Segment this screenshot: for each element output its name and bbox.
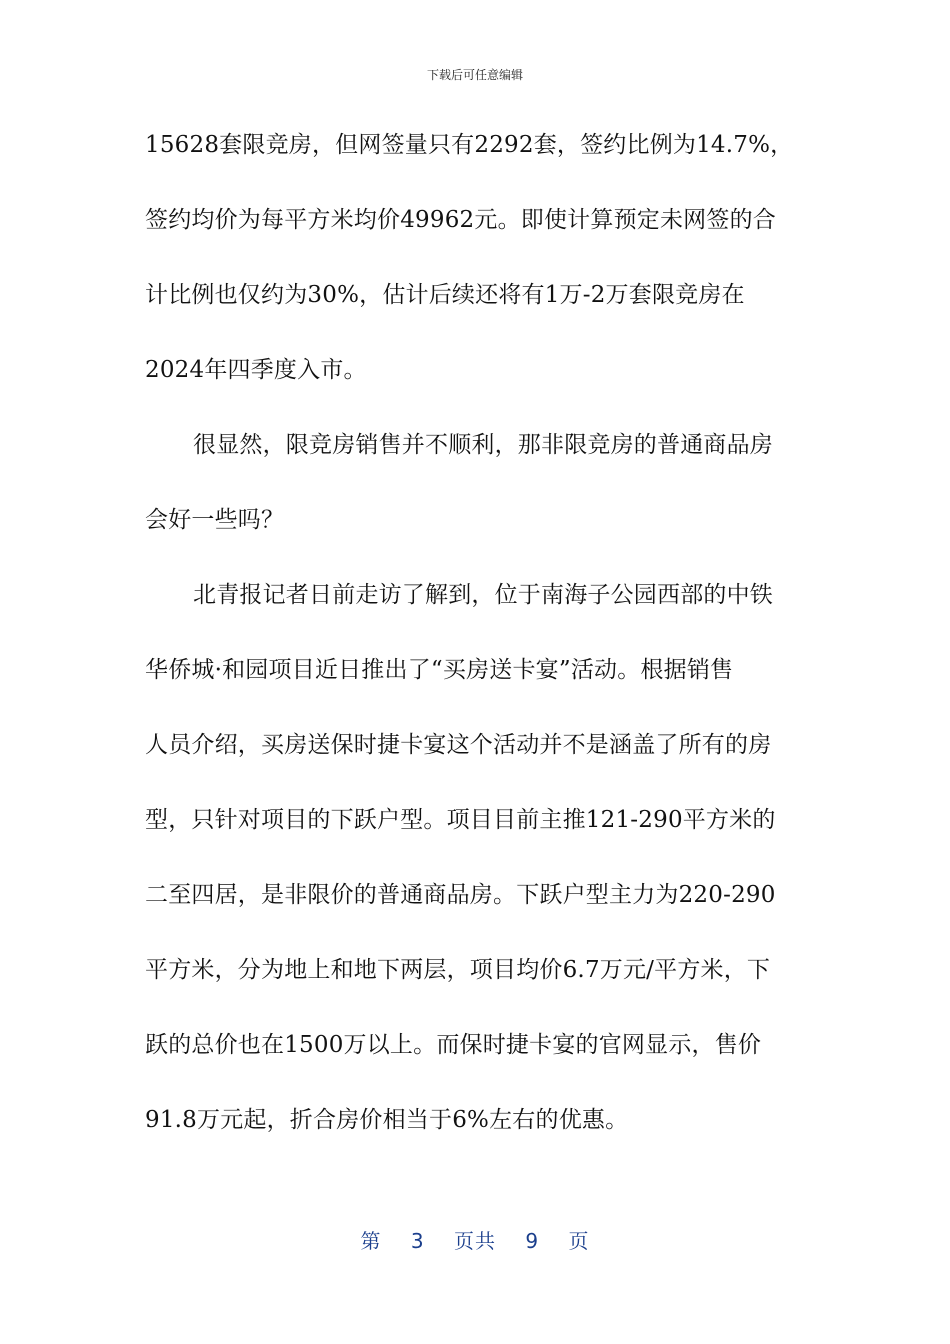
- text-line-10: 型，只针对项目的下跃户型。项目目前主推121-290平方米的: [145, 807, 776, 833]
- text-line-5: 很显然，限竞房销售并不顺利，那非限竞房的普通商品房: [193, 432, 773, 458]
- text-line-9: 人员介绍，买房送保时捷卡宴这个活动并不是涵盖了所有的房: [145, 732, 772, 758]
- text-line-13: 跃的总价也在1500万以上。而保时捷卡宴的官网显示，售价: [145, 1032, 762, 1058]
- page-mid: 页共: [454, 1229, 496, 1253]
- text-line-12: 平方米，分为地上和地下两层，项目均价6.7万元/平方米，下: [145, 957, 771, 983]
- header-note: 下载后可任意编辑: [426, 68, 523, 82]
- total-pages-number: 9: [525, 1229, 540, 1253]
- document-body: [145, 125, 810, 1175]
- text-line-8: 华侨城·和园项目近日推出了“买房送卡宴”活动。根据销售: [145, 657, 734, 683]
- current-page-number: 3: [410, 1229, 425, 1253]
- text-line-4: 2024年四季度入市。: [145, 357, 367, 383]
- page-suffix: 页: [568, 1229, 590, 1253]
- text-line-11: 二至四居，是非限价的普通商品房。下跃户型主力为220-290: [145, 882, 776, 908]
- text-line-2: 签约均价为每平方米均价49962元。即使计算预定未网签的合: [145, 207, 776, 233]
- text-line-6: 会好一些吗？: [145, 507, 285, 533]
- text-line-3: 计比例也仅约为30%，估计后续还将有1万-2万套限竞房在: [145, 282, 745, 308]
- text-line-7: 北青报记者日前走访了解到，位于南海子公园西部的中铁: [193, 582, 773, 608]
- text-line-1: 15628套限竞房，但网签量只有2292套，签约比例为14.7%，: [145, 132, 794, 158]
- page-prefix: 第: [360, 1229, 382, 1253]
- page-footer: [0, 1225, 950, 1254]
- text-line-14: 91.8万元起，折合房价相当于6%左右的优惠。: [145, 1107, 629, 1133]
